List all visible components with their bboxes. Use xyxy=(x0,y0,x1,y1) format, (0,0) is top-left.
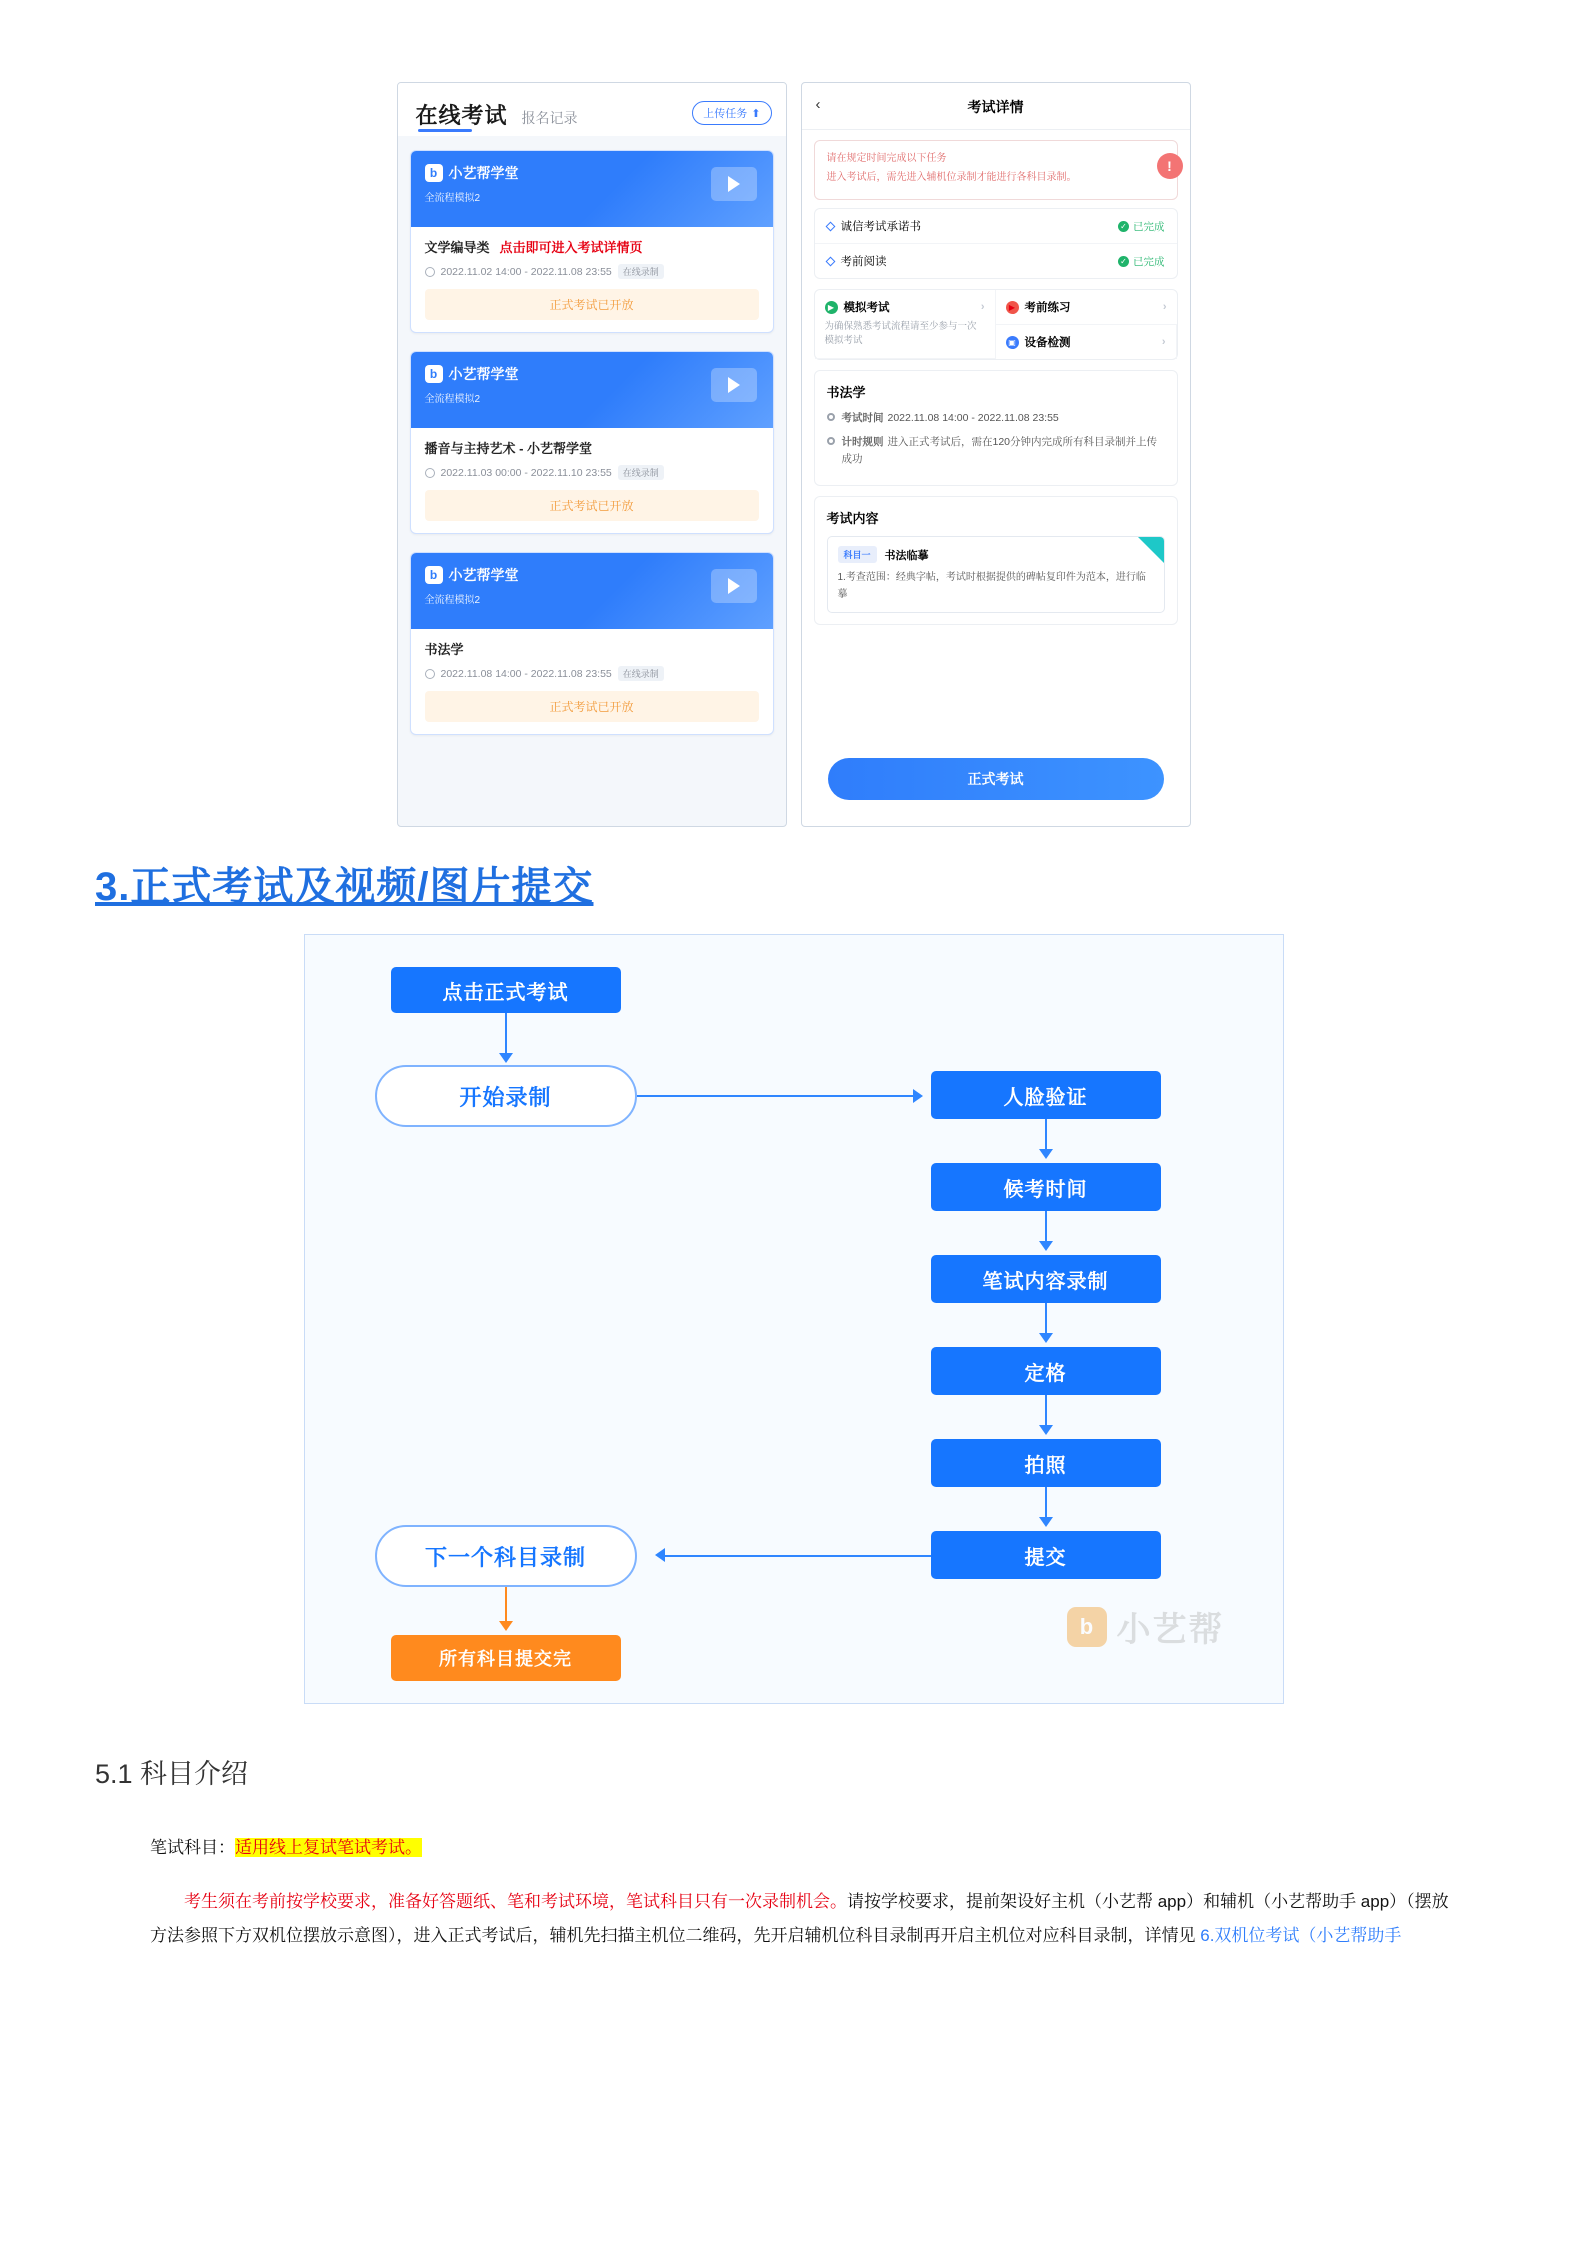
exam-card[interactable] xyxy=(410,552,774,735)
flow-arrow xyxy=(665,1555,931,1557)
diamond-icon xyxy=(825,221,835,231)
upload-task-button[interactable] xyxy=(692,101,771,125)
grid-cell-pre-exam-practice[interactable] xyxy=(996,290,1177,325)
org-name: 小艺帮学堂 xyxy=(448,366,519,382)
arrow-head-icon xyxy=(1039,1241,1053,1251)
grid-cell-device-check[interactable] xyxy=(996,325,1177,359)
exam-card[interactable] xyxy=(410,150,774,333)
chevron-right-icon: › xyxy=(1162,301,1167,313)
tab-registration-records[interactable]: 报名记录 xyxy=(521,110,578,126)
info-row xyxy=(827,410,1165,427)
chevron-right-icon: › xyxy=(980,301,985,313)
card-body xyxy=(411,629,773,734)
detail-header xyxy=(802,83,1190,130)
grid-label: 设备检测 xyxy=(1024,337,1071,349)
device-icon: ▣ xyxy=(1006,336,1019,349)
flow-arrow xyxy=(1045,1487,1047,1521)
flow-arrow xyxy=(1045,1211,1047,1245)
app-logo-icon: b xyxy=(425,566,443,584)
clock-icon xyxy=(425,669,435,679)
recording-mode-badge: 在线录制 xyxy=(618,666,664,681)
list-item[interactable] xyxy=(815,244,1177,278)
card-banner xyxy=(411,553,773,629)
warning-text: 考生须在考前按学校要求，准备好答题纸、笔和考试环境，笔试科目只有一次录制机会。 xyxy=(184,1892,847,1911)
bullet-icon xyxy=(827,437,835,445)
org-sub: 全流程模拟2 xyxy=(424,595,481,606)
action-grid xyxy=(814,289,1178,360)
flow-node-submit: 提交 xyxy=(931,1531,1161,1579)
chevron-right-icon: › xyxy=(1161,336,1166,348)
flow-arrow xyxy=(505,1013,507,1057)
list-item[interactable] xyxy=(815,209,1177,244)
task-checklist xyxy=(814,208,1178,279)
watermark-text: 小艺帮 xyxy=(1116,1611,1225,1649)
card-body xyxy=(411,227,773,332)
org-row xyxy=(425,565,759,585)
exam-info-section xyxy=(814,370,1178,486)
subject-card xyxy=(827,536,1165,613)
highlighted-text: 适用线上复试笔试考试。 xyxy=(235,1838,422,1857)
org-name: 小艺帮学堂 xyxy=(448,165,519,181)
corner-ribbon-icon xyxy=(1138,537,1164,563)
notice-line-1: 请在规定时间完成以下任务 xyxy=(826,153,947,164)
arrow-head-icon xyxy=(1039,1425,1053,1435)
exam-time: 2022.11.03 00:00 - 2022.11.10 23:55 xyxy=(440,466,612,479)
clock-icon xyxy=(425,468,435,478)
card-body xyxy=(411,428,773,533)
section-heading: 3.正式考试及视频/图片提交 xyxy=(95,865,594,909)
phone-mockup-exam-list xyxy=(397,82,787,827)
flow-diagram xyxy=(304,934,1284,1704)
play-circle-icon: ▶ xyxy=(825,301,838,314)
task-status: 已完成 xyxy=(1133,255,1165,268)
subject-title: 书法学 xyxy=(826,385,866,400)
subject-description: 1.考查范围：经典字帖，考试时根据提供的碑帖复印件为范本，进行临摹 xyxy=(837,572,1146,601)
exam-time: 2022.11.02 14:00 - 2022.11.08 23:55 xyxy=(440,265,612,278)
watermark xyxy=(1067,1602,1225,1651)
recording-mode-badge: 在线录制 xyxy=(618,264,664,279)
phone-mockup-exam-detail xyxy=(801,82,1191,827)
practice-icon: ▶ xyxy=(1006,301,1019,314)
grid-label: 考前练习 xyxy=(1024,302,1071,314)
subsection-heading: 5.1 科目介绍 xyxy=(95,1759,249,1789)
instruction-text: 请按学校要求，提前架设好主机（小艺帮 app）和辅机（小艺帮助手 app）（摆放方法参照下方双机位摆放示意图），进入正式考试后，辅机先扫描主机位二维码，先开启辅机位科目录制再开启主机位对应科目录制，详情见 xyxy=(150,1892,1449,1945)
arrow-head-icon xyxy=(1039,1517,1053,1527)
subject-index-badge: 科目一 xyxy=(838,546,877,563)
exam-name: 文学编导类 xyxy=(424,240,490,255)
clock-icon xyxy=(425,267,435,277)
warning-icon: ! xyxy=(1157,153,1183,179)
screenshot-figure xyxy=(0,0,1587,827)
check-icon: ✓ xyxy=(1118,256,1129,267)
cross-reference-link[interactable]: 6.双机位考试（小艺帮助手 xyxy=(1200,1926,1402,1945)
upload-icon: ⬆ xyxy=(751,107,761,120)
title-underline xyxy=(418,129,472,132)
label-written-subject: 笔试科目： xyxy=(150,1838,235,1857)
list-header xyxy=(398,83,786,136)
org-name: 小艺帮学堂 xyxy=(448,567,519,583)
bullet-icon xyxy=(827,413,835,421)
exam-status-button[interactable]: 正式考试已开放 xyxy=(425,490,759,521)
flow-arrow xyxy=(1045,1395,1047,1429)
info-label: 考试时间 xyxy=(841,412,884,424)
annotation-text: 点击即可进入考试详情页 xyxy=(499,240,643,255)
org-sub: 全流程模拟2 xyxy=(424,193,481,204)
exam-name: 书法学 xyxy=(424,642,464,657)
flow-node-start-recording: 开始录制 xyxy=(375,1065,637,1127)
exam-card-list xyxy=(398,136,786,749)
app-logo-icon: b xyxy=(425,365,443,383)
play-icon[interactable] xyxy=(711,569,757,603)
detail-title: 考试详情 xyxy=(967,99,1024,115)
notice-box xyxy=(814,140,1178,200)
exam-card[interactable] xyxy=(410,351,774,534)
play-icon[interactable] xyxy=(711,167,757,201)
exam-content-section xyxy=(814,496,1178,625)
paragraph-written-subject xyxy=(150,1831,1459,1865)
flow-node-written-recording: 笔试内容录制 xyxy=(931,1255,1161,1303)
flow-node-all-submitted: 所有科目提交完 xyxy=(391,1635,621,1681)
org-row xyxy=(425,364,759,384)
exam-time: 2022.11.08 14:00 - 2022.11.08 23:55 xyxy=(440,667,612,680)
arrow-head-icon xyxy=(655,1548,665,1562)
flow-arrow xyxy=(1045,1303,1047,1337)
arrow-head-icon xyxy=(499,1621,513,1631)
grid-cell-mock-exam[interactable] xyxy=(815,290,996,359)
grid-note: 为确保熟悉考试流程请至少参与一次模拟考试 xyxy=(824,321,977,347)
content-title: 考试内容 xyxy=(826,511,879,527)
card-banner xyxy=(411,151,773,227)
upload-label: 上传任务 xyxy=(703,108,748,120)
back-icon[interactable]: ‹ xyxy=(815,96,821,113)
watermark-logo-icon: b xyxy=(1067,1607,1107,1647)
flow-arrow xyxy=(637,1095,919,1097)
info-value: 2022.11.08 14:00 - 2022.11.08 23:55 xyxy=(887,412,1059,424)
recording-mode-badge: 在线录制 xyxy=(618,465,664,480)
org-sub: 全流程模拟2 xyxy=(424,394,481,405)
app-logo-icon: b xyxy=(425,164,443,182)
arrow-head-icon xyxy=(913,1089,923,1103)
arrow-head-icon xyxy=(1039,1333,1053,1343)
flow-node-waiting-time: 候考时间 xyxy=(931,1163,1161,1211)
flow-node-face-verify: 人脸验证 xyxy=(931,1071,1161,1119)
task-status: 已完成 xyxy=(1133,220,1165,233)
page-title: 在线考试 xyxy=(415,103,508,128)
card-banner xyxy=(411,352,773,428)
paragraph-instructions xyxy=(150,1885,1459,1953)
exam-status-button[interactable]: 正式考试已开放 xyxy=(425,691,759,722)
notice-line-2: 进入考试后，需先进入辅机位录制才能进行各科目录制。 xyxy=(826,172,1077,183)
subject-name: 书法临摹 xyxy=(884,549,929,562)
flow-arrow xyxy=(1045,1119,1047,1153)
flow-arrow xyxy=(505,1587,507,1625)
task-label: 诚信考试承诺书 xyxy=(840,221,921,233)
flow-node-photo: 拍照 xyxy=(931,1439,1161,1487)
arrow-head-icon xyxy=(499,1053,513,1063)
diamond-icon xyxy=(825,256,835,266)
flow-node-freeze: 定格 xyxy=(931,1347,1161,1395)
play-icon[interactable] xyxy=(711,368,757,402)
org-row xyxy=(425,163,759,183)
flow-node-start-exam: 点击正式考试 xyxy=(391,967,621,1013)
task-label: 考前阅读 xyxy=(840,256,887,268)
formal-exam-button[interactable]: 正式考试 xyxy=(828,758,1164,800)
exam-name: 播音与主持艺术 - 小艺帮学堂 xyxy=(424,441,593,456)
info-value: 进入正式考试后，需在120分钟内完成所有科目录制并上传成功 xyxy=(841,435,1158,465)
arrow-head-icon xyxy=(1039,1149,1053,1159)
exam-status-button[interactable]: 正式考试已开放 xyxy=(425,289,759,320)
flow-node-next-subject: 下一个科目录制 xyxy=(375,1525,637,1587)
check-icon: ✓ xyxy=(1118,221,1129,232)
grid-label: 模拟考试 xyxy=(843,302,890,314)
info-row xyxy=(827,434,1165,468)
info-label: 计时规则 xyxy=(841,435,884,448)
